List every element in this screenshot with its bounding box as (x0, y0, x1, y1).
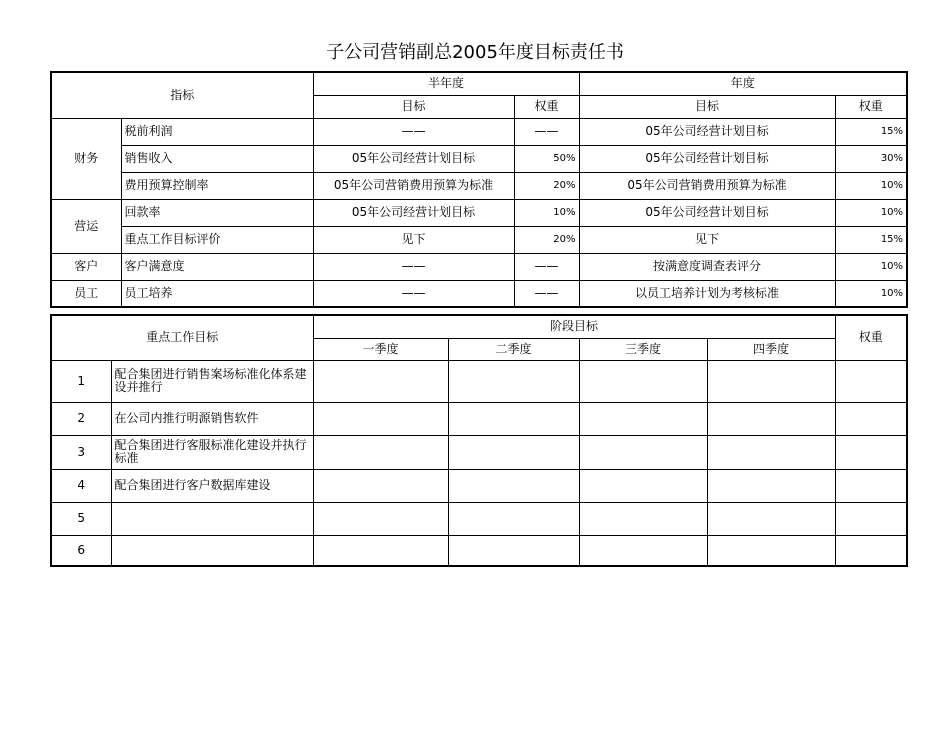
row-q4 (707, 402, 835, 435)
row-year-weight: 15% (835, 118, 907, 145)
row-q2 (448, 535, 579, 566)
row-weight (835, 469, 907, 502)
row-q1 (313, 502, 448, 535)
row-q1 (313, 535, 448, 566)
row-q3 (579, 469, 707, 502)
row-half-weight: 50% (514, 145, 579, 172)
row-q4 (707, 469, 835, 502)
header-q2: 二季度 (448, 338, 579, 360)
row-half-weight: —— (514, 118, 579, 145)
row-number: 4 (51, 469, 111, 502)
key-work-table (50, 314, 908, 567)
row-q3 (579, 535, 707, 566)
row-weight (835, 402, 907, 435)
row-half-target: —— (313, 118, 514, 145)
row-year-weight: 30% (835, 145, 907, 172)
group-finance: 财务 (51, 118, 121, 199)
row-half-target: 见下 (313, 226, 514, 253)
row-year-weight: 10% (835, 280, 907, 307)
row-number: 2 (51, 402, 111, 435)
row-year-weight: 10% (835, 172, 907, 199)
row-number: 3 (51, 435, 111, 469)
group-customer: 客户 (51, 253, 121, 280)
row-item: 客户满意度 (121, 253, 313, 280)
row-task: 配合集团进行客服标准化建设并执行标准 (111, 435, 313, 469)
row-year-target: 05年公司经营计划目标 (579, 199, 835, 226)
row-weight (835, 435, 907, 469)
row-year-target: 以员工培养计划为考核标准 (579, 280, 835, 307)
row-item: 销售收入 (121, 145, 313, 172)
table-row (51, 535, 907, 566)
header-year-target: 目标 (579, 95, 835, 118)
header-half-weight: 权重 (514, 95, 579, 118)
header-stage-target: 阶段目标 (313, 315, 835, 338)
row-q2 (448, 360, 579, 402)
row-half-target: —— (313, 280, 514, 307)
row-year-target: 05年公司经营计划目标 (579, 118, 835, 145)
row-q3 (579, 360, 707, 402)
table-row (51, 469, 907, 502)
row-item: 税前利润 (121, 118, 313, 145)
row-q4 (707, 535, 835, 566)
table-row (51, 402, 907, 435)
row-half-weight: —— (514, 280, 579, 307)
row-q1 (313, 469, 448, 502)
row-weight (835, 535, 907, 566)
row-task: 在公司内推行明源销售软件 (111, 402, 313, 435)
row-q3 (579, 402, 707, 435)
row-number: 1 (51, 360, 111, 402)
header-q3: 三季度 (579, 338, 707, 360)
row-number: 5 (51, 502, 111, 535)
header-half-target: 目标 (313, 95, 514, 118)
row-q1 (313, 435, 448, 469)
row-q4 (707, 435, 835, 469)
header-q1: 一季度 (313, 338, 448, 360)
row-q4 (707, 360, 835, 402)
row-half-weight: 20% (514, 172, 579, 199)
row-item: 重点工作目标评价 (121, 226, 313, 253)
row-year-target: 按满意度调查表评分 (579, 253, 835, 280)
row-year-weight: 10% (835, 253, 907, 280)
row-task (111, 535, 313, 566)
row-weight (835, 360, 907, 402)
group-staff: 员工 (51, 280, 121, 307)
row-task: 配合集团进行销售案场标准化体系建设并推行 (111, 360, 313, 402)
table-row (51, 199, 907, 226)
table-row (51, 502, 907, 535)
row-half-weight: —— (514, 253, 579, 280)
header-indicator: 指标 (51, 72, 313, 118)
row-task: 配合集团进行客户数据库建设 (111, 469, 313, 502)
row-q2 (448, 435, 579, 469)
row-half-target: 05年公司经营计划目标 (313, 145, 514, 172)
row-q3 (579, 502, 707, 535)
page-title: 子公司营销副总2005年度目标责任书 (326, 42, 624, 63)
row-task (111, 502, 313, 535)
row-weight (835, 502, 907, 535)
row-q3 (579, 435, 707, 469)
row-item: 费用预算控制率 (121, 172, 313, 199)
table-row (51, 253, 907, 280)
table-row (51, 435, 907, 469)
row-q1 (313, 360, 448, 402)
table-row (51, 360, 907, 402)
row-half-target: 05年公司营销费用预算为标准 (313, 172, 514, 199)
table-row (51, 118, 907, 145)
row-half-target: —— (313, 253, 514, 280)
header-key-work: 重点工作目标 (51, 315, 313, 360)
row-q1 (313, 402, 448, 435)
table-row (51, 172, 907, 199)
header-half-year: 半年度 (313, 72, 579, 95)
indicator-table (50, 71, 908, 308)
header-year-weight: 权重 (835, 95, 907, 118)
row-year-target: 05年公司经营计划目标 (579, 145, 835, 172)
row-q2 (448, 469, 579, 502)
row-item: 回款率 (121, 199, 313, 226)
table-row (51, 226, 907, 253)
table-row (51, 280, 907, 307)
row-q2 (448, 402, 579, 435)
group-operation: 营运 (51, 199, 121, 253)
row-q2 (448, 502, 579, 535)
row-item: 员工培养 (121, 280, 313, 307)
header-q4: 四季度 (707, 338, 835, 360)
row-half-target: 05年公司经营计划目标 (313, 199, 514, 226)
row-number: 6 (51, 535, 111, 566)
row-year-target: 05年公司营销费用预算为标准 (579, 172, 835, 199)
row-q4 (707, 502, 835, 535)
row-year-weight: 10% (835, 199, 907, 226)
header-weight: 权重 (835, 315, 907, 360)
table-row (51, 145, 907, 172)
row-half-weight: 20% (514, 226, 579, 253)
header-year: 年度 (579, 72, 907, 95)
row-half-weight: 10% (514, 199, 579, 226)
row-year-weight: 15% (835, 226, 907, 253)
row-year-target: 见下 (579, 226, 835, 253)
